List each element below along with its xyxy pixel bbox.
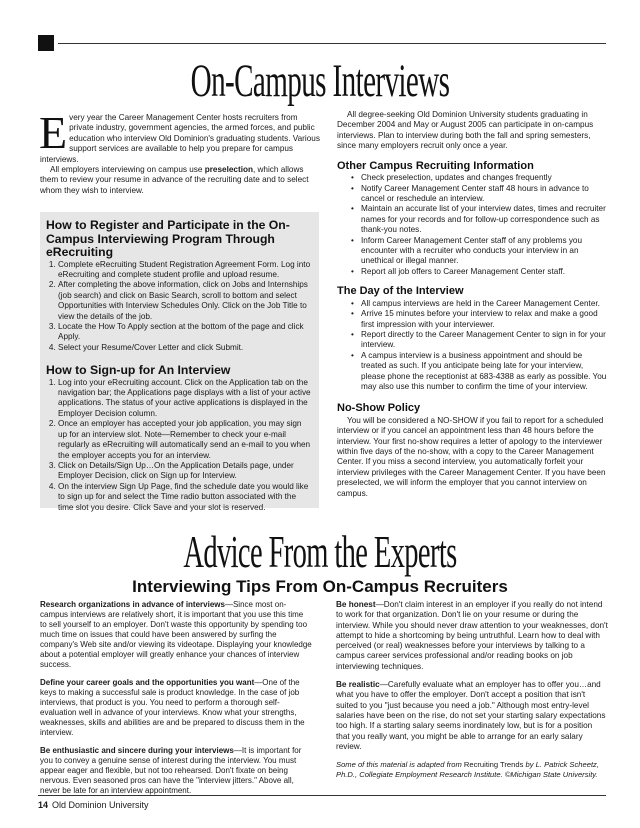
register-step: 4. Select your Resume/Cover Letter and click Submit.	[58, 343, 312, 353]
other-info-item: • Inform Career Management Center staff of any problems you encounter with a recruiter who conducts your interview in an unethical or illegal manner.	[361, 236, 607, 267]
tip-paragraph: Research organizations in advance of interviews—Since most on-campus interviews are relatively short, it is important that you use this time to sell yourself to an employer. Don't waste this opportunity by spending too much time on issues that could have been answered by surfing the company's Web site and/or viewing its videotape. Displaying your knowledge about a potential employer will greatly enhance your chances of interview success.	[40, 600, 312, 669]
register-steps	[46, 260, 312, 354]
signup-steps	[46, 378, 312, 513]
bottom-rule	[38, 795, 606, 796]
left-intro	[39, 107, 320, 196]
advice-right-column	[336, 600, 608, 779]
preselection-paragraph: All employers interviewing on campus use preselection, which allows them to review your resume in advance of the recruiting date and to select whom they wish to interview.	[40, 165, 309, 195]
noshow-heading: No-Show Policy	[337, 402, 421, 415]
noshow-text: You will be considered a NO-SHOW if you fail to report for a scheduled interview or if you cancel an appointment less than 48 hours before the interview. Your first no-show requires a letter of apology to the interviewer within five days of the no-show, with a copy to the Career Management Center. If you miss a second interview, you automatically forfeit your interview privileges with the Career Management Center. If you have been preselected, we will inform the employer that you cannot interview on campus.	[337, 415, 606, 498]
tip-paragraph: Define your career goals and the opportunities you want—One of the keys to making a successful sale is product knowledge. In the case of job interviews, that product is you. You need to perform a thorough self-evaluation well in advance of your interviews. Know what your strengths, weaknesses, skills and abilities are and be prepared to discuss them in the interview.	[40, 678, 305, 737]
signup-step: 4. On the interview Sign Up Page, find the schedule date you would like to sign up for and select the Time radio button associated with the time slot you desire. Click Save and your slot is reserved.	[58, 482, 312, 513]
page-title: On-Campus Interviews	[190, 55, 450, 107]
signup-step: 2. Once an employer has accepted your job application, you may sign up for an interview slot. Note—Remember to check your e-mail regularly as eRecruiting will automatically send an e-mail to you when the employer accepts you for an interview.	[58, 419, 312, 461]
right-intro: All degree-seeking Old Dominion University students graduating in December 2004 and May or August 2005 can participate in on-campus interviews. Plan to interview during both the fall and spring semesters, since many employers recruit only once a year.	[337, 110, 594, 151]
day-heading: The Day of the Interview	[337, 285, 464, 298]
day-item: • Arrive 15 minutes before your interview to relax and make a good first impression with your interviewer.	[361, 309, 607, 330]
other-info-item: • Check preselection, updates and changes frequently	[361, 173, 607, 183]
drop-cap: E	[39, 107, 68, 158]
tip-paragraph: Be honest—Don't claim interest in an employer if you really do not intend to work for that organization. Don't lie on your resume or during the interview. While you should never draw attention to your weaknesses, don't attempt to hide a shortcoming by being untruthful. Learn how to deal with perceived (or real) weaknesses before your interviews by talking to a campus career services professional and/or reading books on job interviewing techniques.	[336, 600, 608, 671]
signup-step: 3. Click on Details/Sign Up…On the Application Details page, under Employer Decision, click on Sign up for Interview.	[58, 461, 312, 482]
register-step: 2. After completing the above information, click on Jobs and Internships (job search) and click on Basic Search, scroll to bottom and select Opportunities with Interview Schedules Only. Click on the Job Title to view the details of the job.	[58, 280, 312, 322]
page-number: 14	[38, 800, 49, 810]
other-info-item: • Maintain an accurate list of your interview dates, times and recruiter names for your records and for follow-up correspondence such as thank-you notes.	[361, 204, 607, 235]
top-rule	[58, 43, 606, 44]
day-item: • A campus interview is a business appointment and should be treated as such. If you anticipate being late for your interview, please phone the receptionist at 683-4388 as early as possible. You may also use this number to confirm the time of your interview.	[361, 351, 607, 393]
other-heading: Other Campus Recruiting Information	[337, 159, 534, 172]
signup-heading: How to Sign-up for An Interview	[46, 363, 231, 378]
corner-square	[38, 35, 54, 51]
tip-paragraph: Be enthusiastic and sincere during your interviews—It is important for you to convey a genuine sense of interest during the interview. You must appear eager and flexible, but not too rehearsed. Don't fixate on being nervous. Even seasoned pros can have the "interview jitters." Above all, never be late for an interview appointment.	[40, 746, 302, 795]
advice-subtitle: Interviewing Tips From On-Campus Recruiters	[132, 577, 508, 596]
intro-text: very year the Career Management Center hosts recruiters from private industry, government agencies, the armed forces, and public education who interview Old Dominion's graduating students. Various support services are available to help you prepare for campus interviews.	[40, 113, 320, 164]
day-item: • Report directly to the Career Management Center to sign in for your interview.	[361, 330, 607, 351]
advice-title: Advice From the Experts	[183, 526, 457, 577]
register-step: 1. Complete eRecruiting Student Registration Agreement Form. Log into eRecruiting and complete student profile and upload resume.	[58, 260, 312, 281]
day-item: • All campus interviews are held in the Career Management Center.	[361, 299, 607, 309]
other-info-item: • Report all job offers to Career Management Center staff.	[361, 267, 607, 277]
signup-step: 1. Log into your eRecruiting account. Click on the Application tab on the navigation bar; the Applications page displays with a list of your active applications. The status of your active applications is displayed in the Employer Decision column.	[58, 378, 312, 420]
register-heading: How to Register and Participate in the On-Campus Interviewing Program Through eRecruiting	[46, 218, 290, 259]
instructions-content	[46, 219, 312, 513]
right-column	[337, 110, 607, 499]
register-step: 3. Locate the How To Apply section at the bottom of the page and click Apply.	[58, 322, 312, 343]
tip-paragraph: Be realistic—Carefully evaluate what an employer has to offer you…and what you have to offer the employer. Don't accept a position that isn't suited to you "just because you need a job." Although most entry-level salaries have been on the rise, do not set your starting salary expectations too high. If a starting salary seems inordinately low, but is for a position that you really want, you might be able to arrange for an early salary review.	[336, 680, 606, 751]
day-list	[337, 299, 607, 393]
credit-note: Some of this material is adapted from Recruiting Trends by L. Patrick Scheetz, Ph.D., Collegiate Employment Research Institute. ©Michigan State University.	[336, 760, 599, 779]
footer-name: Old Dominion University	[52, 800, 149, 810]
other-info-item: • Notify Career Management Center staff 48 hours in advance to cancel or reschedule an interview.	[361, 184, 607, 205]
footer	[38, 800, 149, 810]
advice-left-column	[40, 600, 312, 804]
other-info-list	[337, 173, 607, 277]
